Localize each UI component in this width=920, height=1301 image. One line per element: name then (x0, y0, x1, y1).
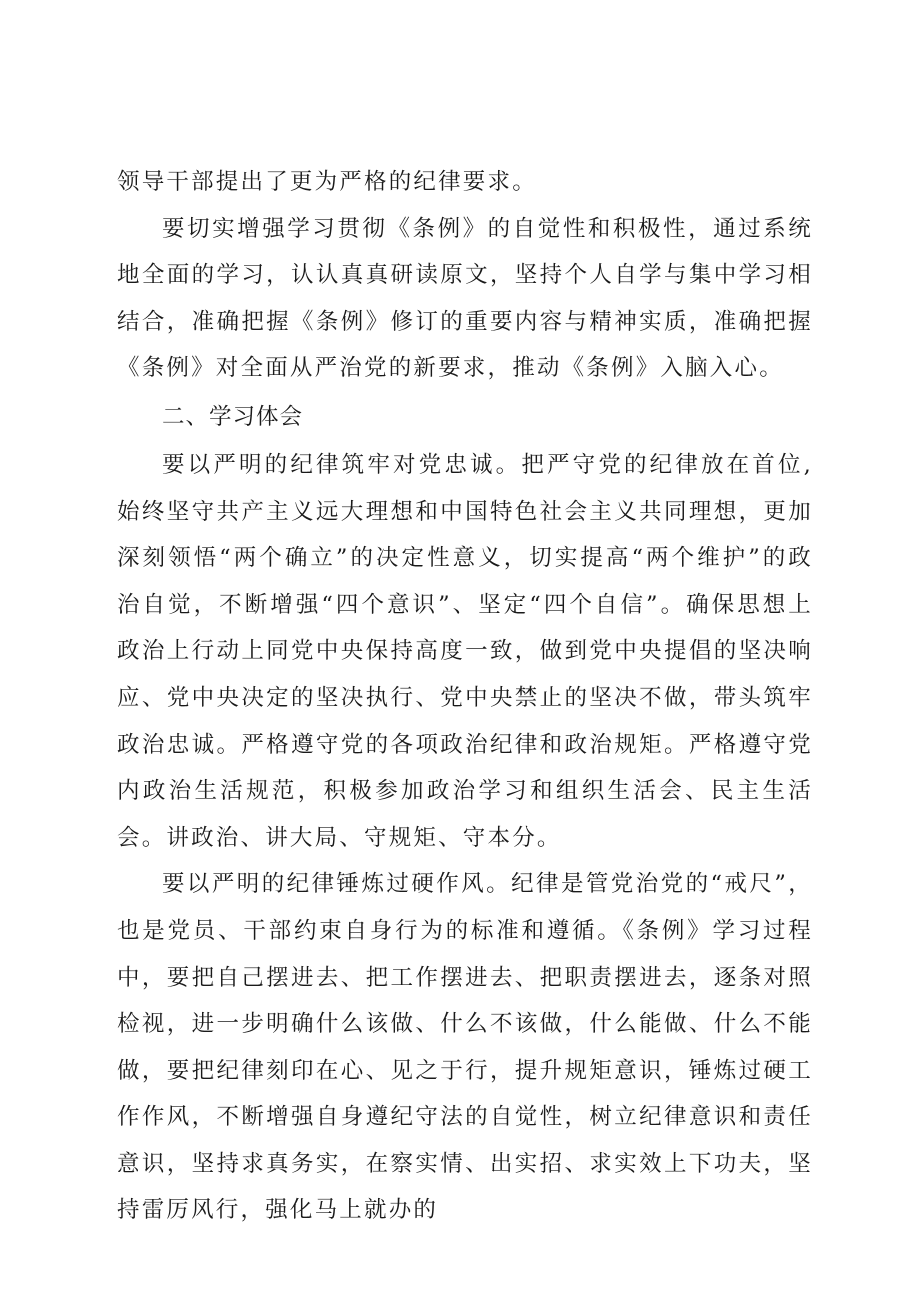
paragraph-work-style: 要以严明的纪律锤炼过硬作风。纪律是管党治党的“戒尺”，也是党员、干部约束自身行为的标准和遵循。《条例》学习过程中，要把自己摆进去、把工作摆进去、把职责摆进去，逐条对照检视，进一步明确什么该做、什么不该做，什么能做、什么不能做，要把纪律刻印在心、见之于行，提升规矩意识，锤炼过硬工作作风，不断增强自身遵纪守法的自觉性，树立纪律意识和责任意识，坚持求真务实，在察实情、出实招、求实效上下功夫，坚持雷厉风行，强化马上就办的 (117, 871, 813, 1224)
paragraph-study-requirement: 要切实增强学习贯彻《条例》的自觉性和积极性，通过系统地全面的学习，认认真真研读原文，坚持个人自学与集中学习相结合，准确把握《条例》修订的重要内容与精神实质，准确把握《条例》对全面从严治党的新要求，推动《条例》入脑入心。 (117, 215, 813, 382)
paragraph-continued: 领导干部提出了更为严格的纪律要求。 (117, 169, 537, 195)
section-heading-study-insights: 二、学习体会 (162, 403, 304, 430)
paragraph-loyalty: 要以严明的纪律筑牢对党忠诚。把严守党的纪律放在首位,始终坚守共产主义远大理想和中国特色社会主义共同理想，更加深刻领悟“两个确立”的决定性意义，切实提高“两个维护”的政治自觉，不断增强“四个意识”、坚定“四个自信”。确保思想上政治上行动上同党中央保持高度一致，做到党中央提倡的坚决响应、党中央决定的坚决执行、党中央禁止的坚决不做，带头筑牢政治忠诚。严格遵守党的各项政治纪律和政治规矩。严格遵守党内政治生活规范，积极参加政治学习和组织生活会、民主生活会。讲政治、讲大局、守规矩、守本分。 (117, 451, 813, 851)
document-body (117, 159, 813, 1234)
